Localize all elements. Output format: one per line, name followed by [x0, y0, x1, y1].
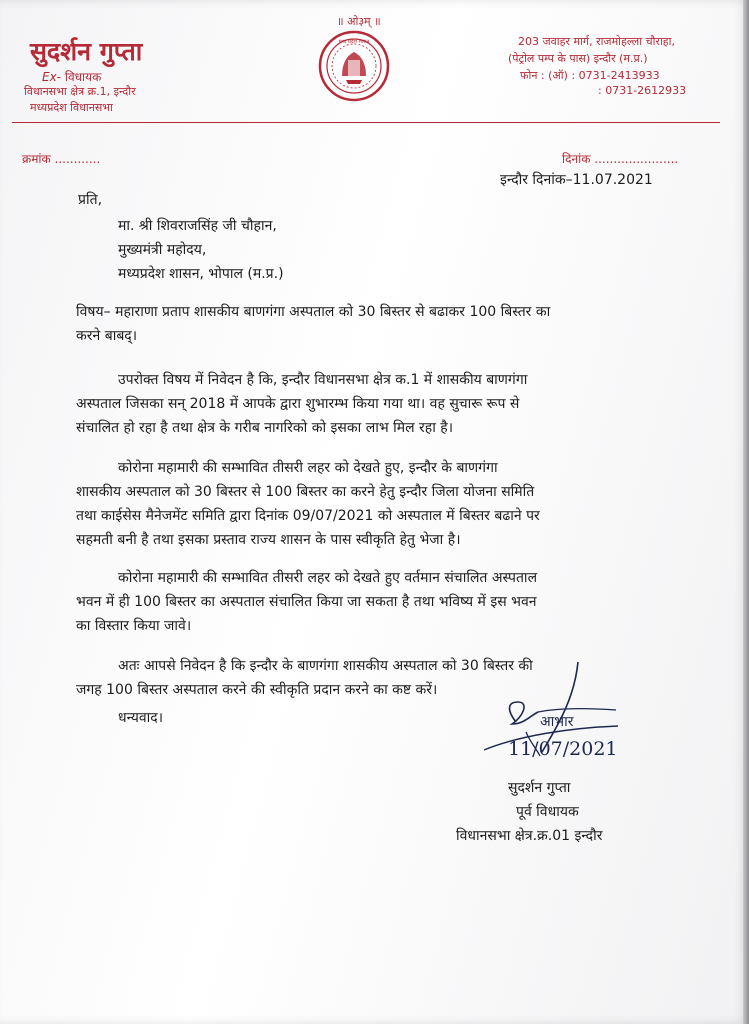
ex-prefix: Ex- [42, 70, 62, 84]
para-3-line-3: का विस्तार किया जावे। [76, 618, 192, 634]
para-2-line-1: कोरोना महामारी की सम्भावित तीसरी लहर को देखते हुए, इन्दौर के बाणगंगा [118, 460, 498, 476]
para-1-line-2: अस्पताल जिसका सन् 2018 में आपके द्वारा शुभारम्भ किया गया था। वह सुचारू रूप से [76, 396, 520, 412]
letterhead-constituency: विधानसभा क्षेत्र क्र.1, इन्दौर [24, 85, 136, 98]
phone-line-2: : 0731-2612933 [598, 84, 687, 97]
om-text: ॥ ओ३म् ॥ [337, 15, 381, 28]
handwritten-date: 11/07/2021 [508, 738, 618, 760]
designation-text: विधायक [64, 70, 102, 84]
recipient-line-1: मा. श्री शिवराजसिंह जी चौहान, [118, 218, 277, 234]
address-line-1: 203 जवाहर मार्ग, राजमोहल्ला चौराहा, [518, 35, 675, 48]
place-date: इन्दौर दिनांक–11.07.2021 [500, 172, 653, 188]
thanks: धन्यवाद। [118, 710, 164, 726]
letterhead-designation [42, 68, 101, 85]
para-4-line-2: जगह 100 बिस्तर अस्पताल करने की स्वीकृति प्रदान करने का कष्ट करें। [76, 682, 438, 698]
letterhead-assembly: मध्यप्रदेश विधानसभा [30, 101, 113, 114]
address-line-2: (पेट्रोल पम्प के पास) इन्दौर (म.प्र.) [508, 52, 648, 65]
prati: प्रति, [78, 192, 103, 208]
para-3-line-1: कोरोना महामारी की सम्भावित तीसरी लहर को देखते हुए वर्तमान संचालित अस्पताल [118, 570, 538, 586]
kramank-field: क्रमांक ............ [22, 152, 101, 166]
phone-line-1: फोन : (ऑ) : 0731-2413933 [520, 69, 660, 82]
para-2-line-4: सहमती बनी है तथा इसका प्रस्ताव राज्य शासन के पास स्वीकृति हेतु भेजा है। [76, 532, 461, 548]
state-emblem-seal [318, 30, 390, 102]
para-2-line-3: तथा काईसेस मैनेजमेंट समिति द्वारा दिनांक 09/07/2021 को अस्पताल में बिस्तर बढाने पर [76, 508, 540, 524]
para-3-line-2: भवन में ही 100 बिस्तर का अस्पताल संचालित किया जा सकता है तथा भविष्य में इस भवन [76, 594, 537, 610]
para-1-line-1: उपरोक्त विषय में निवेदन है कि, इन्दौर विधानसभा क्षेत्र क.1 में शासकीय बाणगंगा [118, 372, 528, 388]
signature-name: सुदर्शन गुप्ता [508, 780, 571, 796]
handwritten-initial: आभार [540, 714, 574, 730]
para-1-line-3: संचालित हो रहा है तथा क्षेत्र के गरीब नागरिको को इसका लाभ मिल रहा है। [76, 420, 454, 436]
signature-title: पूर्व विधायक [516, 804, 579, 820]
para-2-line-2: शासकीय अस्पताल को 30 बिस्तर से 100 बिस्तर का करने हेतु इन्दौर जिला योजना समिति [76, 484, 535, 500]
recipient-line-3: मध्यप्रदेश शासन, भोपाल (म.प्र.) [118, 266, 284, 282]
subject-line-1: विषय– महाराणा प्रताप शासकीय बाणगंगा अस्पताल को 30 बिस्तर से बढाकर 100 बिस्तर का [76, 304, 551, 320]
subject-line-2: करने बाबद्। [76, 328, 138, 344]
signature-constituency: विधानसभा क्षेत्र.क्र.01 इन्दौर [456, 828, 603, 844]
recipient-line-2: मुख्यमंत्री महोदय, [118, 242, 207, 258]
letterhead-rule [12, 122, 720, 123]
seal-text: मध्य प्रदेश शासन [338, 39, 370, 45]
page-edge-shadow [743, 0, 749, 1024]
para-4-line-1: अतः आपसे निवेदन है कि इन्दौर के बाणगंगा शासकीय अस्पताल को 30 बिस्तर की [118, 658, 533, 674]
letterhead-name: सुदर्शन गुप्ता [30, 37, 143, 66]
dinank-field: दिनांक ...................... [562, 152, 679, 166]
